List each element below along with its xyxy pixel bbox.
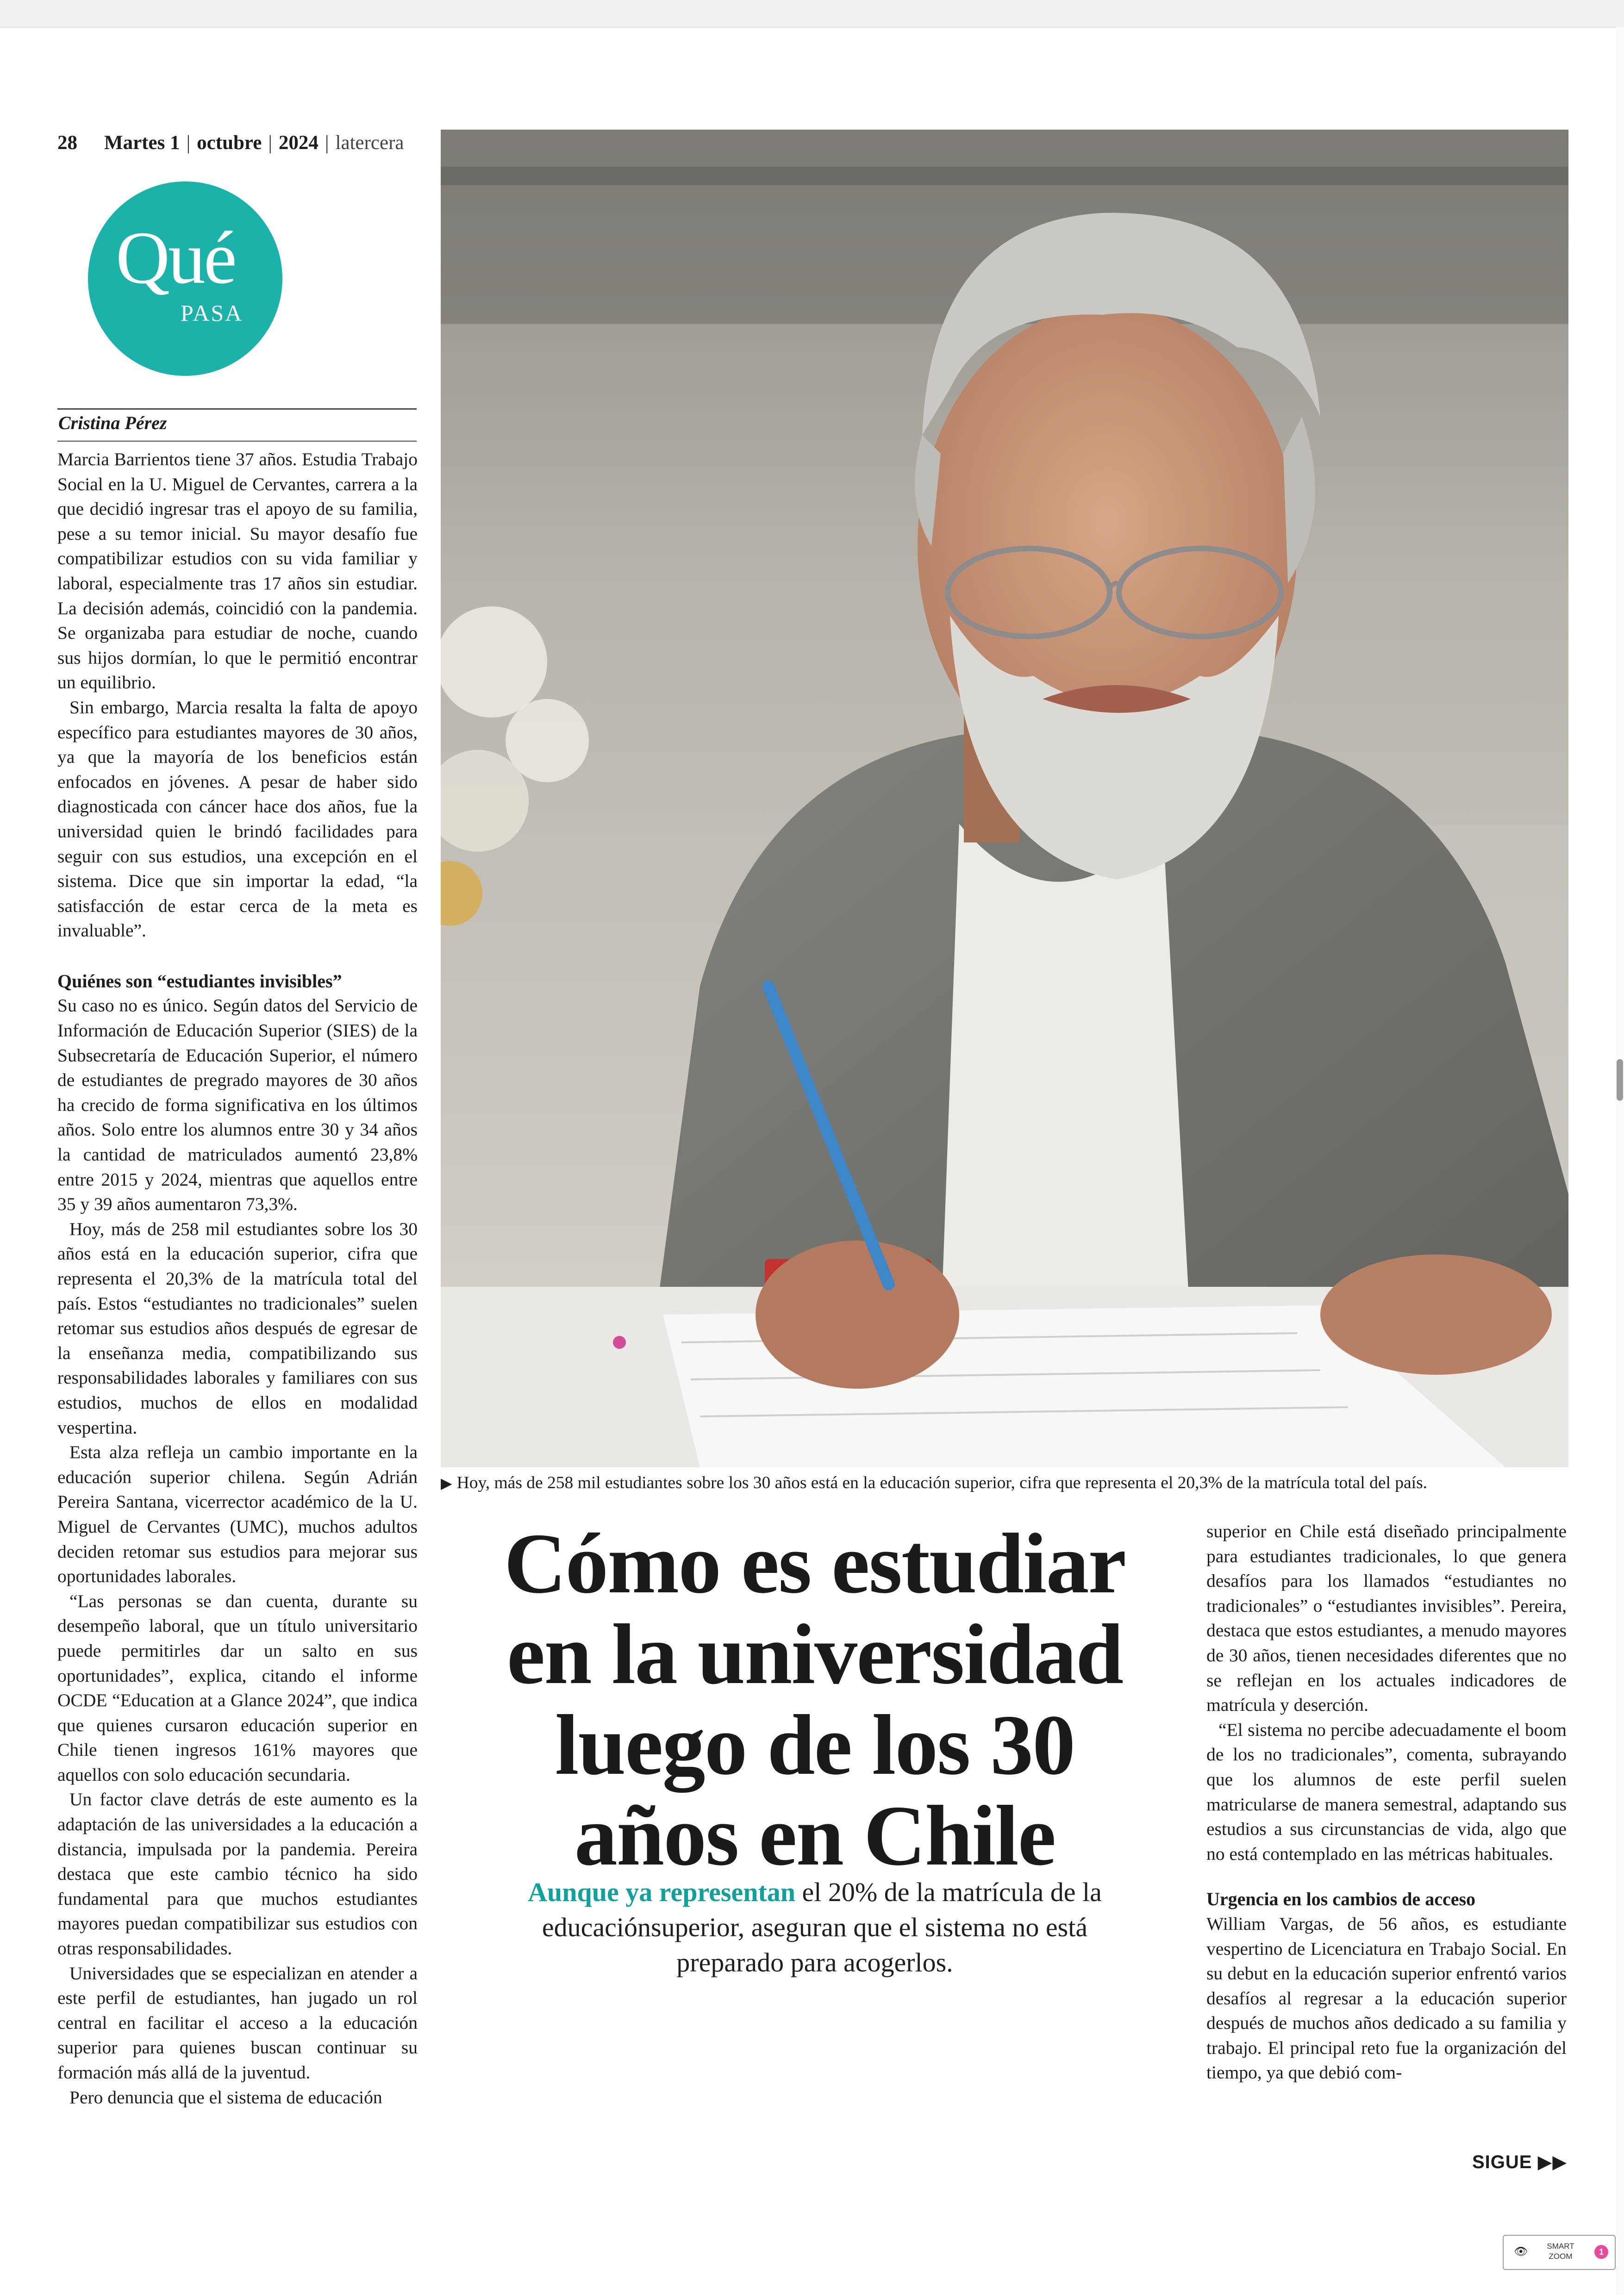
body-paragraph: Sin embargo, Marcia resalta la falta de apoyo específico para estudiantes mayores de 30 años, ya que la mayoría de los beneficios están enfocados en jóvenes. A pesar de haber sido diagnosticada con cáncer hace dos años, fue la universidad quien le brindó facilidades para seguir con sus estudios, una excepción en el sistema. Dice que sin importar la edad, “la satisfacción de estar cerca de la meta es invaluable”. — [57, 697, 418, 941]
folio-separator: | — [325, 131, 329, 154]
headline-line: años en Chile — [574, 1788, 1056, 1883]
body-paragraph: Pero denuncia que el sistema de educación — [69, 2087, 382, 2108]
deck-lead: Aunque ya representan — [528, 1877, 796, 1907]
body-paragraph: Hoy, más de 258 mil estudiantes sobre los 30 años está en la educación superior, cifra que representa el 20,3% de la matrícula total del país. Estos “estudiantes no tradicionales” suelen retomar sus estudios años después de egresar de la enseñanza media, compatibilizando sus responsabilidades laborales y familiares con sus estudios, muchos de ellos en modalidad vespertina. — [57, 1218, 418, 1438]
caption-arrow-icon: ▶ — [441, 1475, 452, 1491]
body-paragraph: Marcia Barrientos tiene 37 años. Estudia Trabajo Social en la U. Miguel de Cervantes, carrera a la que decidió ingresar tras el apoyo de su familia, pese a su temor inicial. Su mayor desafío fue compatibilizar estudios con su vida familiar y laboral, especialmente tras 17 años sin estudiar. La decisión además, coincidió con la pandemia. Se organizaba para estudiar de noche, cuando sus hijos dormían, lo que le permitió encontrar un equilibrio. — [57, 449, 418, 693]
article-photo — [441, 130, 1568, 1467]
issue-month: octubre — [197, 131, 262, 154]
body-paragraph: Un factor clave detrás de este aumento es la adaptación de las universidades a la educación a distancia, impulsada por la pandemia. Pereira destaca que este cambio técnico ha sido fundamental para que muchos estudiantes mayores puedan compatibilizar sus estudios con otras responsabilidades. — [57, 1789, 418, 1959]
photo-illustration — [441, 130, 1568, 1467]
byline-rule — [57, 408, 417, 410]
section-subhead: Urgencia en los cambios de acceso — [1206, 1889, 1476, 1910]
photo-caption — [441, 1471, 1568, 1495]
smart-zoom-label-line1: SMART — [1547, 2242, 1574, 2251]
smart-zoom-label-line2: ZOOM — [1549, 2252, 1573, 2261]
que-pasa-logo — [88, 181, 282, 376]
caption-text: Hoy, más de 258 mil estudiantes sobre los 30 años está en la educación superior, cifra que representa el 20,3% de la matrícula total del país. — [456, 1473, 1428, 1492]
article-column-right — [1206, 1519, 1567, 2085]
scrollbar-thumb[interactable] — [1617, 1059, 1623, 1101]
zoom-badge: 1 — [1594, 2245, 1608, 2259]
scrollbar-track[interactable] — [1616, 27, 1624, 2295]
body-paragraph: “Las personas se dan cuenta, durante su desempeño laboral, que un título universitario puede permitirles dar un salto en sus oportunidades”, explica, citando el informe OCDE “Education at a Glance 2024”, que indica que quienes cursaron educación superior en Chile tienen ingresos 161% mayores que aquellos con solo educación secundaria. — [57, 1590, 418, 1785]
folio-separator: | — [268, 131, 272, 154]
viewer-top-bar — [0, 0, 1624, 28]
body-paragraph: superior en Chile está diseñado principalmente para estudiantes tradicionales, lo que genera desafíos para los llamados “estudiantes no tradicionales” o “estudiantes invisibles”. Pereira, destaca que estos estudiantes, a menudo mayores de 30 años, tienen necesidades diferentes que no se reflejan en los actuales indicadores de matrícula y deserción. — [1206, 1521, 1567, 1715]
body-paragraph: Universidades que se especializan en atender a este perfil de estudiantes, han jugado un rol central en facilitar el acceso a la educación superior para quienes buscan continuar su formación más allá de la juventud. — [57, 1963, 418, 2083]
body-paragraph: Su caso no es único. Según datos del Servicio de Información de Educación Superior (SIES) de la Subsecretaría de Educación Superior, el número de estudiantes de pregrado mayores de 30 años ha crecido de forma significativa en los últimos años. Solo entre los alumnos entre 30 y 34 años la cantidad de matriculados aumentó 23,8% entre 2015 y 2024, mientras que aquellos entre 35 y 39 años aumentaron 73,3%. — [57, 995, 418, 1215]
article-headline — [463, 1518, 1167, 1881]
body-paragraph: “El sistema no percibe adecuadamente el boom de los no tradicionales”, comenta, subrayando que los alumnos de este perfil suelen matricularse de manera semestral, adaptando sus estudios a sus circunstancias de vida, algo que no está contemplado en las métricas habituales. — [1206, 1719, 1567, 1864]
eye-icon: 👁 — [1514, 2245, 1528, 2258]
deck-text: el 20% de la matrícula de la educaciónsuperior, aseguran que el sistema no está preparado para acogerlos. — [542, 1877, 1102, 1977]
folio-separator: | — [186, 131, 191, 154]
author-byline: Cristina Pérez — [58, 412, 167, 433]
smart-zoom-label — [1540, 2241, 1581, 2262]
page-number: 28 — [57, 131, 77, 154]
body-paragraph: William Vargas, de 56 años, es estudiante vespertino de Licenciatura en Trabajo Social. En su debut en la educación superior enfrentó varios desafíos al regresar a la educación superior después de muchos años dedicado a su familia y trabajo. El principal reto fue la organización del tiempo, ya que debió com- — [1206, 1913, 1567, 2083]
headline-line: Cómo es estudiar — [504, 1516, 1126, 1611]
issue-day: Martes 1 — [104, 131, 180, 154]
article-column-left — [57, 447, 418, 2110]
publication-site: latercera — [335, 131, 404, 154]
section-subhead: Quiénes son “estudiantes invisibles” — [57, 970, 342, 992]
article-deck — [491, 1875, 1139, 1980]
headline-line: en la universidad — [506, 1607, 1123, 1702]
logo-word-pasa: PASA — [181, 300, 244, 326]
page-folio — [57, 129, 442, 156]
body-paragraph: Esta alza refleja un cambio importante en la educación superior chilena. Según Adrián Pereira Santana, vicerrector académico de la U. Miguel de Cervantes (UMC), muchos adultos deciden retomar sus estudios para mejorar sus oportunidades laborales. — [57, 1442, 418, 1587]
smart-zoom-button[interactable] — [1503, 2235, 1616, 2270]
issue-year: 2024 — [278, 131, 319, 154]
continue-link[interactable]: SIGUE ▶▶ — [1472, 2152, 1568, 2172]
headline-line: luego de los 30 — [555, 1697, 1075, 1793]
logo-word-que: Qué — [116, 217, 235, 299]
byline-rule — [57, 441, 417, 442]
